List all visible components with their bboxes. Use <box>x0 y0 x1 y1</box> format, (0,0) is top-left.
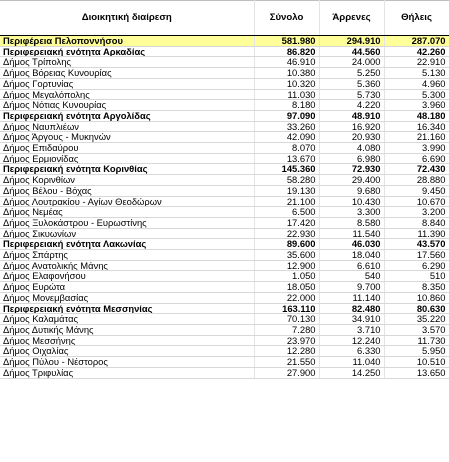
table-row <box>0 68 449 79</box>
cell-male: 8.580 <box>319 217 384 228</box>
cell-male: 3.710 <box>319 324 384 335</box>
table-row <box>0 228 449 239</box>
table-row <box>0 153 449 164</box>
cell-division: Δήμος Ανατολικής Μάνης <box>0 260 254 271</box>
cell-male: 5.730 <box>319 89 384 100</box>
cell-division: Περιφερειακή ενότητα Αργολίδας <box>0 110 254 121</box>
cell-female: 3.960 <box>384 100 449 111</box>
cell-division: Δήμος Ελαφονήσου <box>0 271 254 282</box>
cell-female: 11.730 <box>384 335 449 346</box>
cell-total: 581.980 <box>254 36 319 47</box>
cell-total: 145.360 <box>254 164 319 175</box>
cell-total: 6.500 <box>254 207 319 218</box>
cell-division: Δήμος Σικυωνίων <box>0 228 254 239</box>
cell-female: 35.220 <box>384 314 449 325</box>
table-row <box>0 78 449 89</box>
cell-total: 7.280 <box>254 324 319 335</box>
cell-total: 21.550 <box>254 357 319 368</box>
cell-division: Περιφερειακή ενότητα Μεσσηνίας <box>0 303 254 314</box>
cell-female: 13.650 <box>384 367 449 378</box>
table-row <box>0 57 449 68</box>
cell-female: 11.390 <box>384 228 449 239</box>
cell-total: 23.970 <box>254 335 319 346</box>
cell-total: 11.030 <box>254 89 319 100</box>
cell-male: 11.540 <box>319 228 384 239</box>
cell-male: 12.240 <box>319 335 384 346</box>
table-row <box>0 239 449 250</box>
cell-total: 42.090 <box>254 132 319 143</box>
cell-female: 80.630 <box>384 303 449 314</box>
cell-male: 5.250 <box>319 68 384 79</box>
cell-female: 510 <box>384 271 449 282</box>
cell-male: 46.030 <box>319 239 384 250</box>
cell-male: 6.330 <box>319 346 384 357</box>
cell-division: Δήμος Βόρειας Κυνουρίας <box>0 68 254 79</box>
cell-male: 9.700 <box>319 282 384 293</box>
cell-female: 287.070 <box>384 36 449 47</box>
table-row <box>0 271 449 282</box>
cell-division: Περιφερειακή ενότητα Αρκαδίας <box>0 46 254 57</box>
cell-male: 20.930 <box>319 132 384 143</box>
cell-total: 89.600 <box>254 239 319 250</box>
cell-male: 44.560 <box>319 46 384 57</box>
cell-total: 22.000 <box>254 292 319 303</box>
table-row <box>0 324 449 335</box>
cell-male: 11.140 <box>319 292 384 303</box>
cell-division: Περιφέρεια Πελοποννήσου <box>0 36 254 47</box>
cell-division: Δήμος Τρίπολης <box>0 57 254 68</box>
table-row <box>0 143 449 154</box>
table-row <box>0 207 449 218</box>
table-row <box>0 89 449 100</box>
cell-division: Δήμος Γορτυνίας <box>0 78 254 89</box>
cell-total: 8.180 <box>254 100 319 111</box>
cell-total: 97.090 <box>254 110 319 121</box>
cell-division: Περιφερειακή ενότητα Κορινθίας <box>0 164 254 175</box>
table-row <box>0 260 449 271</box>
table-header <box>0 1 449 36</box>
cell-total: 19.130 <box>254 185 319 196</box>
table-row <box>0 46 449 57</box>
table-row <box>0 367 449 378</box>
table-row <box>0 132 449 143</box>
cell-total: 12.280 <box>254 346 319 357</box>
header-total: Σύνολο <box>254 1 319 36</box>
cell-female: 10.670 <box>384 196 449 207</box>
cell-total: 1.050 <box>254 271 319 282</box>
cell-female: 72.430 <box>384 164 449 175</box>
table-row <box>0 357 449 368</box>
cell-female: 5.130 <box>384 68 449 79</box>
cell-male: 24.000 <box>319 57 384 68</box>
table-row <box>0 250 449 261</box>
cell-total: 12.900 <box>254 260 319 271</box>
cell-total: 8.070 <box>254 143 319 154</box>
table-row <box>0 185 449 196</box>
cell-male: 11.040 <box>319 357 384 368</box>
cell-female: 42.260 <box>384 46 449 57</box>
header-male: Άρρενες <box>319 1 384 36</box>
cell-female: 3.990 <box>384 143 449 154</box>
table-row <box>0 36 449 47</box>
cell-male: 82.480 <box>319 303 384 314</box>
cell-division: Δήμος Ναυπλιέων <box>0 121 254 132</box>
table-row <box>0 100 449 111</box>
cell-division: Δήμος Επιδαύρου <box>0 143 254 154</box>
cell-male: 4.220 <box>319 100 384 111</box>
header-row <box>0 1 449 36</box>
cell-male: 72.930 <box>319 164 384 175</box>
cell-female: 10.860 <box>384 292 449 303</box>
cell-female: 4.960 <box>384 78 449 89</box>
cell-total: 21.100 <box>254 196 319 207</box>
cell-female: 3.570 <box>384 324 449 335</box>
cell-female: 5.950 <box>384 346 449 357</box>
cell-male: 29.400 <box>319 175 384 186</box>
cell-male: 14.250 <box>319 367 384 378</box>
cell-total: 33.260 <box>254 121 319 132</box>
cell-division: Δήμος Τριφυλίας <box>0 367 254 378</box>
table-row <box>0 121 449 132</box>
cell-total: 13.670 <box>254 153 319 164</box>
cell-division: Δήμος Μεσσήνης <box>0 335 254 346</box>
cell-division: Δήμος Μονεμβασίας <box>0 292 254 303</box>
cell-female: 16.340 <box>384 121 449 132</box>
cell-total: 18.050 <box>254 282 319 293</box>
cell-division: Δήμος Βέλου - Βόχας <box>0 185 254 196</box>
table-row <box>0 346 449 357</box>
table-row <box>0 314 449 325</box>
table-row <box>0 175 449 186</box>
cell-division: Δήμος Οιχαλίας <box>0 346 254 357</box>
cell-total: 70.130 <box>254 314 319 325</box>
cell-division: Δήμος Άργους - Μυκηνών <box>0 132 254 143</box>
cell-male: 5.360 <box>319 78 384 89</box>
cell-male: 3.300 <box>319 207 384 218</box>
cell-total: 163.110 <box>254 303 319 314</box>
cell-total: 10.380 <box>254 68 319 79</box>
table-row <box>0 217 449 228</box>
cell-total: 46.910 <box>254 57 319 68</box>
cell-total: 22.930 <box>254 228 319 239</box>
cell-division: Δήμος Ερμιονίδας <box>0 153 254 164</box>
cell-female: 21.160 <box>384 132 449 143</box>
cell-division: Δήμος Πύλου - Νέστορος <box>0 357 254 368</box>
cell-male: 18.040 <box>319 250 384 261</box>
cell-total: 35.600 <box>254 250 319 261</box>
cell-male: 9.680 <box>319 185 384 196</box>
table-row <box>0 335 449 346</box>
cell-female: 6.290 <box>384 260 449 271</box>
cell-male: 16.920 <box>319 121 384 132</box>
cell-division: Δήμος Σπάρτης <box>0 250 254 261</box>
cell-division: Δήμος Νότιας Κυνουρίας <box>0 100 254 111</box>
table-row <box>0 292 449 303</box>
cell-male: 294.910 <box>319 36 384 47</box>
cell-female: 9.450 <box>384 185 449 196</box>
cell-female: 10.510 <box>384 357 449 368</box>
cell-female: 8.350 <box>384 282 449 293</box>
cell-division: Δήμος Νεμέας <box>0 207 254 218</box>
cell-division: Δήμος Λουτρακίου - Αγίων Θεοδώρων <box>0 196 254 207</box>
cell-female: 43.570 <box>384 239 449 250</box>
cell-total: 10.320 <box>254 78 319 89</box>
cell-division: Δήμος Κορινθίων <box>0 175 254 186</box>
cell-total: 86.820 <box>254 46 319 57</box>
cell-division: Περιφερειακή ενότητα Λακωνίας <box>0 239 254 250</box>
table-row <box>0 282 449 293</box>
table-row <box>0 164 449 175</box>
cell-female: 22.910 <box>384 57 449 68</box>
table-row <box>0 303 449 314</box>
cell-female: 5.300 <box>384 89 449 100</box>
cell-male: 4.080 <box>319 143 384 154</box>
cell-division: Δήμος Ξυλοκάστρου - Ευρωστίνης <box>0 217 254 228</box>
cell-total: 58.280 <box>254 175 319 186</box>
cell-male: 6.980 <box>319 153 384 164</box>
cell-female: 6.690 <box>384 153 449 164</box>
cell-male: 10.430 <box>319 196 384 207</box>
cell-male: 540 <box>319 271 384 282</box>
cell-total: 17.420 <box>254 217 319 228</box>
header-division: Διοικητική διαίρεση <box>0 1 254 36</box>
cell-division: Δήμος Μεγαλόπολης <box>0 89 254 100</box>
cell-total: 27.900 <box>254 367 319 378</box>
cell-male: 34.910 <box>319 314 384 325</box>
cell-female: 17.560 <box>384 250 449 261</box>
cell-female: 28.880 <box>384 175 449 186</box>
cell-female: 8.840 <box>384 217 449 228</box>
header-female: Θήλεις <box>384 1 449 36</box>
cell-division: Δήμος Δυτικής Μάνης <box>0 324 254 335</box>
cell-male: 6.610 <box>319 260 384 271</box>
cell-division: Δήμος Καλαμάτας <box>0 314 254 325</box>
table-row <box>0 196 449 207</box>
cell-female: 3.200 <box>384 207 449 218</box>
table-body <box>0 36 449 379</box>
table-row <box>0 110 449 121</box>
cell-female: 48.180 <box>384 110 449 121</box>
cell-division: Δήμος Ευρώτα <box>0 282 254 293</box>
cell-male: 48.910 <box>319 110 384 121</box>
